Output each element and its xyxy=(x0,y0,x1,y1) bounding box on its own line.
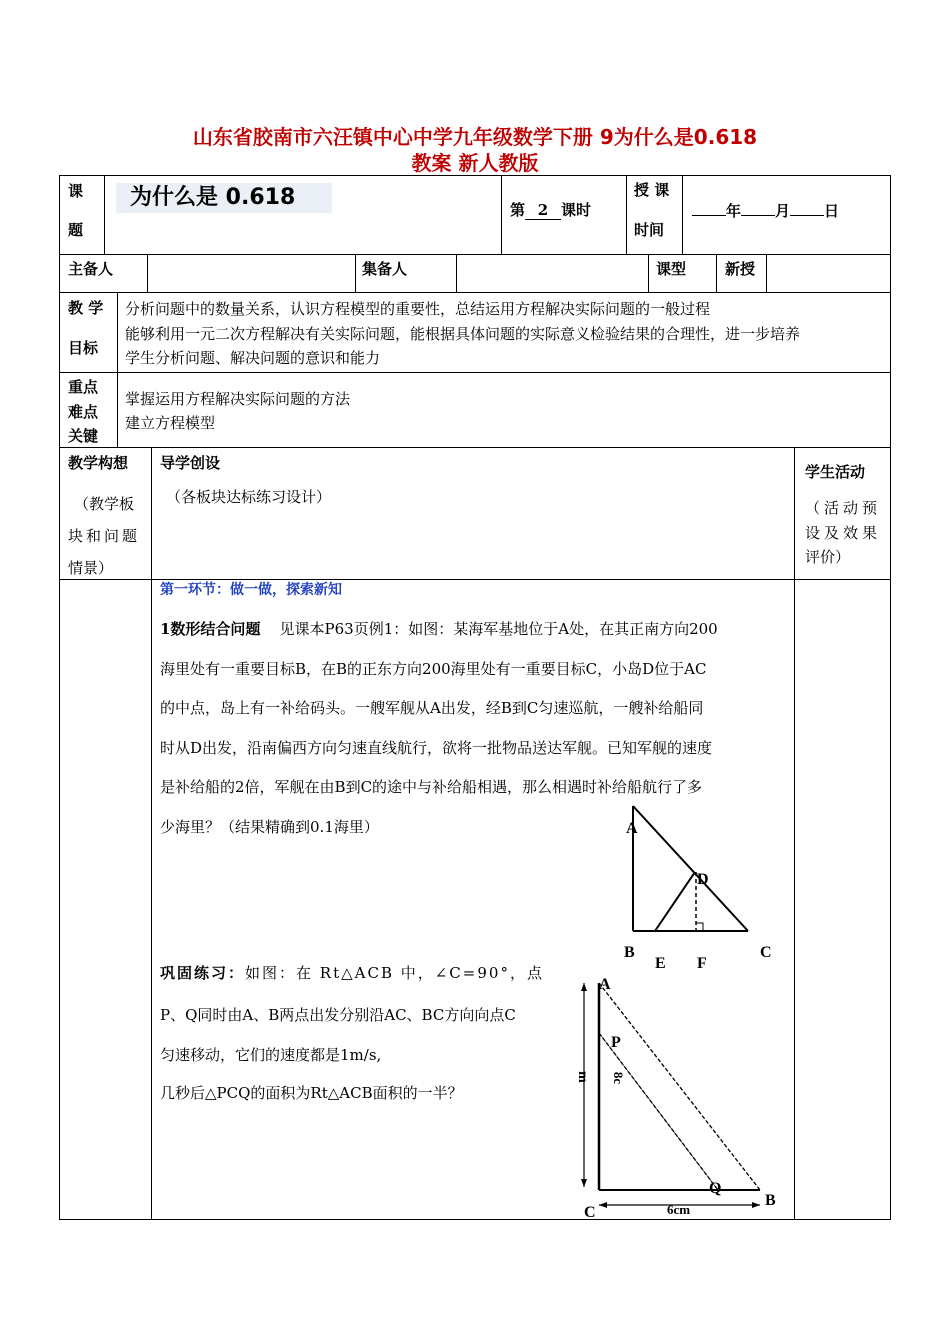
lesson-type-label: 课型 xyxy=(656,260,687,278)
practice-line-4: 几秒后△PCQ的面积为Rt△ACB面积的一半？ xyxy=(160,1084,463,1102)
figure-right-triangle xyxy=(570,975,790,1220)
fig2-label-side-bc: 6cm xyxy=(667,1202,691,1217)
problem-title: 1数形结合问题 xyxy=(160,620,261,638)
period-suffix: 课时 xyxy=(561,201,592,219)
fig1-label-d: D xyxy=(697,871,709,888)
fig1-label-f: F xyxy=(697,955,707,972)
problem-line-3: 的中点，岛上有一补给码头。一艘军舰从A出发，经B到C匀速巡航，一艘补给船同 xyxy=(160,699,704,717)
problem-line-2: 海里处有一重要目标B，在B的正东方向200海里处有一重要目标C，小岛D位于AC xyxy=(160,659,707,678)
design-left-note-3: 情景） xyxy=(68,559,114,577)
date-day: 日 xyxy=(824,202,840,220)
practice-line-2: P、Q同时由A、B两点出发分别沿AC、BC方向向点C xyxy=(160,1006,516,1024)
date-year: 年 xyxy=(726,202,742,220)
key-label-3: 关键 xyxy=(68,427,99,445)
fig2-label-side-ac: 8c xyxy=(611,1071,627,1085)
document-title-line2: 教案 新人教版 xyxy=(411,151,539,175)
key-label-2: 难点 xyxy=(68,403,99,421)
fig2-label-c: C xyxy=(584,1204,596,1221)
fig1-label-c: C xyxy=(760,944,772,961)
design-left-title: 教学构想 xyxy=(68,454,129,472)
problem-line-4: 时从D出发，沿南偏西方向匀速直线航行，欲将一批物品送达军舰。已知军舰的速度 xyxy=(160,738,713,757)
design-center-note: （各板块达标练习设计） xyxy=(166,488,332,506)
goals-label-1: 教 学 xyxy=(68,299,104,317)
design-right-title: 学生活动 xyxy=(805,463,866,481)
key-line-1: 掌握运用方程解决实际问题的方法 xyxy=(125,390,351,408)
co-preparer-label: 集备人 xyxy=(362,260,408,278)
fig2-label-a: A xyxy=(599,976,611,993)
problem-line-5: 是补给船的2倍，军舰在由B到C的途中与补给船相遇，那么相遇时补给船航行了多 xyxy=(160,778,703,796)
lesson-title-banner: 为什么是 0.618 xyxy=(116,183,332,213)
problem-line-1: 见课本P63页例1：如图：某海军基地位于A处，在其正南方向200 xyxy=(279,620,718,638)
design-left-note-1: （教学板 xyxy=(74,495,135,513)
goals-label-2: 目标 xyxy=(68,339,99,357)
fig1-label-a: A xyxy=(626,820,638,837)
goals-line-1: 分析问题中的数量关系，认识方程模型的重要性，总结运用方程解决实际问题的一般过程 xyxy=(125,300,711,318)
period-field xyxy=(510,200,591,220)
practice-line-1 xyxy=(160,963,544,983)
teach-time-label-1: 授 课 xyxy=(634,181,670,199)
section1-heading: 第一环节：做一做，探索新知 xyxy=(160,582,342,598)
period-prefix: 第 xyxy=(510,201,526,219)
design-right-note-3: 评价） xyxy=(805,548,851,566)
design-right-note-1: （活动预 xyxy=(805,499,882,517)
practice-title: 巩固练习： xyxy=(160,964,246,982)
problem-line-6: 少海里？（结果精确到0.1海里） xyxy=(160,817,379,836)
practice-text-1: 如图：在 Rt△ACB 中，∠C=90°，点 xyxy=(245,964,544,982)
date-month: 月 xyxy=(775,202,791,220)
key-line-2: 建立方程模型 xyxy=(125,414,216,432)
lead-preparer-label: 主备人 xyxy=(68,260,114,278)
period-value: 2 xyxy=(525,202,561,220)
teach-time-label-2: 时间 xyxy=(634,221,665,239)
lesson-label-2: 题 xyxy=(68,221,84,239)
lesson-type-value: 新授 xyxy=(725,260,756,278)
fig2-label-m: m xyxy=(574,1071,590,1083)
fig2-label-p: P xyxy=(611,1034,621,1051)
design-right-note-2: 设及效果 xyxy=(805,524,882,542)
design-left-note-2: 块和问题 xyxy=(68,527,141,545)
fig2-label-q: Q xyxy=(709,1180,722,1197)
document-title-line1: 山东省胶南市六汪镇中心中学九年级数学下册 9为什么是0.618 xyxy=(192,125,758,149)
fig1-label-b: B xyxy=(624,944,635,961)
fig2-label-b: B xyxy=(765,1192,776,1209)
key-label-1: 重点 xyxy=(68,378,99,396)
lesson-label-1: 课 xyxy=(68,182,84,200)
fig1-label-e: E xyxy=(655,955,666,972)
goals-line-3: 学生分析问题、解决问题的意识和能力 xyxy=(125,349,381,367)
teach-date-field xyxy=(692,200,839,221)
practice-line-3: 匀速移动，它们的速度都是1m/s, xyxy=(160,1046,382,1064)
goals-line-2: 能够利用一元二次方程解决有关实际问题，能根据具体问题的实际意义检验结果的合理性，进一步培养 xyxy=(125,325,801,343)
design-center-title: 导学创设 xyxy=(160,454,221,472)
